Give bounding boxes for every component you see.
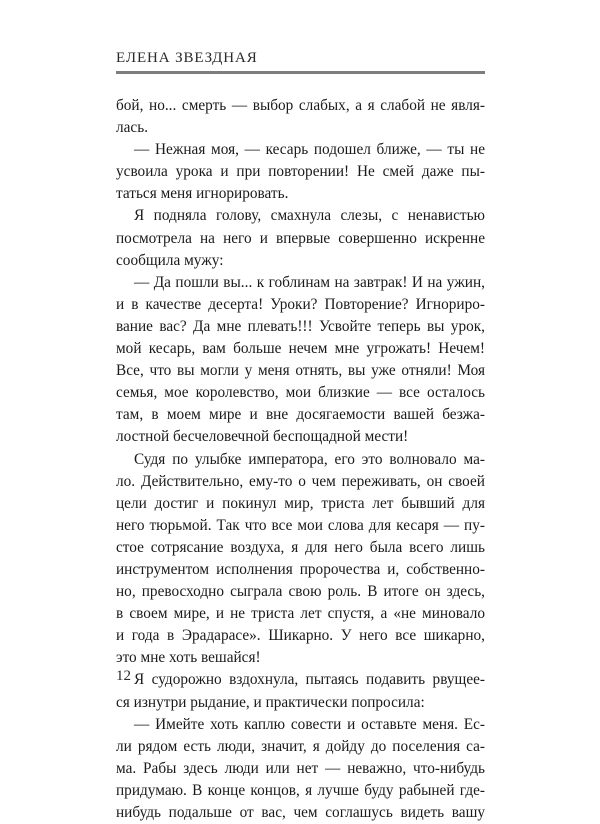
page-body-text xyxy=(116,95,485,824)
text-line: Судя по улыбке императора, его это волновало ма- xyxy=(134,450,485,468)
text-line: и в качестве десерта! Уроки? Повторение? Игнориро- xyxy=(116,295,485,313)
text-line: ся изнутри рыдание, и практически попросила: xyxy=(116,693,425,711)
text-line: бой, но... смерть — выбор слабых, а я слабой не явля- xyxy=(116,97,485,114)
text-line: семья, мое королевство, мои близкие — все осталось xyxy=(116,384,485,402)
text-line: но, превосходно сыграла свою роль. В итоге он здесь, xyxy=(116,583,485,601)
text-line: таться меня игнорировать. xyxy=(116,185,289,203)
text-line: — Да пошли вы... к гоблинам на завтрак! И на ужин, xyxy=(134,273,485,291)
text-line: вание вас? Да мне плевать!!! Усвойте теперь вы урок, xyxy=(116,317,485,335)
text-line: это мне хоть вешайся! xyxy=(116,649,261,667)
text-line: Я подняла голову, смахнула слезы, с ненавистью xyxy=(134,207,485,225)
text-line: стое сотрясание воздуха, я для него была всего лишь xyxy=(116,538,485,556)
text-line: мой кесарь, вам больше нечем мне угрожать! Нечем! xyxy=(116,340,485,358)
text-line: сообщила мужу: xyxy=(116,251,224,269)
text-line: лостной бесчеловечной беспощадной мести! xyxy=(116,428,409,446)
text-line: него тюрьмой. Так что все мои слова для кесаря — пу- xyxy=(116,516,485,534)
text-line: ли рядом есть люди, значит, я дойду до поселения са- xyxy=(116,737,485,755)
text-line: — Имейте хоть каплю совести и оставьте меня. Ес- xyxy=(134,715,485,733)
text-line: ма. Рабы здесь люди или нет — неважно, что-нибудь xyxy=(116,759,485,777)
text-line: в своем мире, и не триста лет спустя, а «не миновало xyxy=(116,605,485,623)
text-line: усвоила урока и при повторении! Не смей даже пы- xyxy=(116,163,485,181)
page-number: 12 xyxy=(116,668,131,684)
text-line: инструментом исполнения пророчества и, собственно- xyxy=(116,560,485,578)
text-line: придумаю. В конце концов, я лучше буду рабыней где- xyxy=(116,781,485,799)
header-rule xyxy=(116,71,485,74)
text-line: нибудь подальше от вас, чем соглашусь видеть вашу xyxy=(116,804,485,821)
text-line: там, в моем мире и вне досягаемости вашей безжа- xyxy=(116,406,485,424)
text-line: лась. xyxy=(116,119,149,137)
text-line: цели достиг и покинул мир, триста лет бывший для xyxy=(116,494,485,512)
text-line: ло. Действительно, ему-то о чем переживать, он своей xyxy=(116,472,485,490)
text-line: — Нежная моя, — кесарь подошел ближе, — ты не xyxy=(134,141,485,159)
text-line: Я судорожно вздохнула, пытаясь подавить рвущее- xyxy=(134,671,485,689)
text-line: посмотрела на него и впервые совершенно искренне xyxy=(116,229,485,247)
running-head-author: ЕЛЕНА ЗВЕЗДНАЯ xyxy=(116,50,258,66)
text-line: и года в Эрадарасе». Шикарно. У него все шикарно, xyxy=(116,627,485,645)
text-line: Все, что вы могли у меня отнять, вы уже отняли! Моя xyxy=(116,362,485,380)
